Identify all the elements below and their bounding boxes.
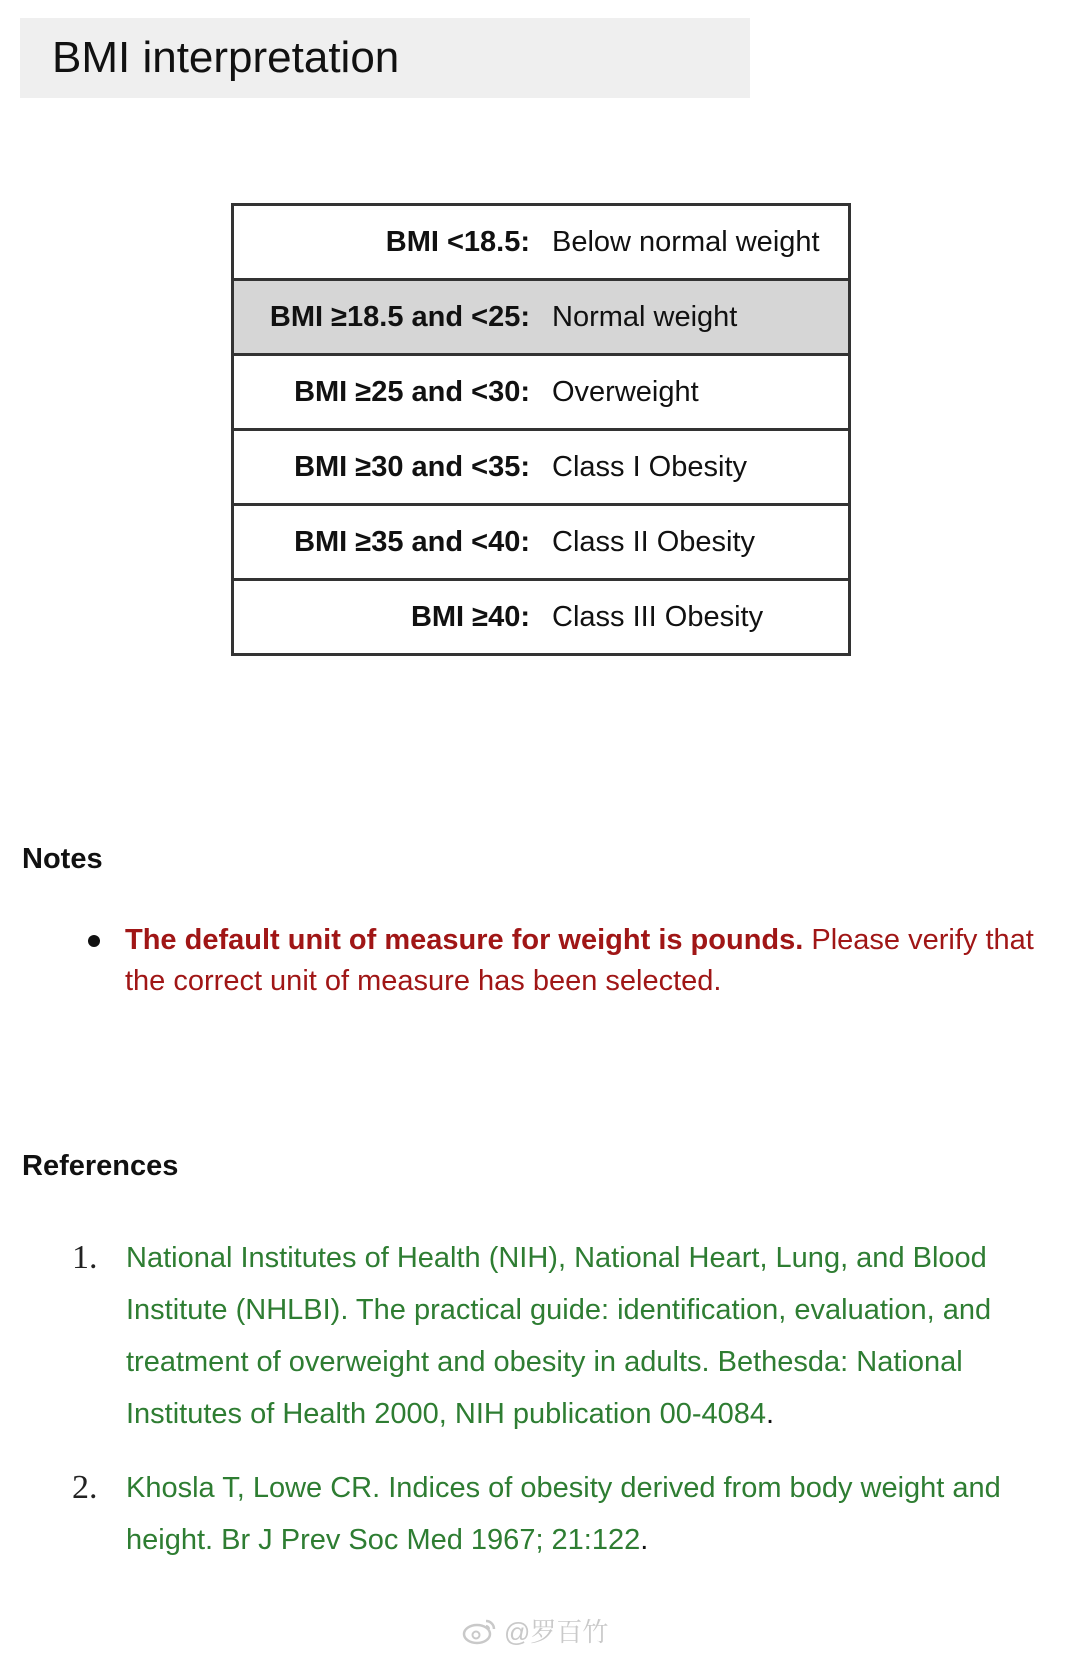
bullet-icon: [88, 935, 100, 947]
references-list: [60, 1232, 1060, 1588]
table-row: [233, 505, 850, 580]
bmi-range: BMI ≥40:: [233, 580, 545, 655]
bmi-table: [231, 203, 851, 656]
notes-list: [80, 920, 1060, 1002]
bmi-category: Below normal weight: [552, 225, 820, 258]
page-title: BMI interpretation: [52, 33, 400, 82]
bmi-range: BMI ≥35 and <40:: [233, 505, 545, 580]
watermark: [462, 1612, 608, 1649]
bmi-category: Class III Obesity: [544, 580, 850, 655]
references-heading: References: [22, 1150, 179, 1182]
note-bold-text: The default unit of measure for weight is pounds.: [125, 924, 804, 956]
reference-period: .: [766, 1398, 775, 1430]
bmi-range: BMI ≥30 and <35:: [233, 430, 545, 505]
notes-heading: Notes: [22, 843, 103, 875]
watermark-text: @罗百竹: [504, 1617, 609, 1647]
reference-number: 1.: [72, 1239, 98, 1276]
bmi-range: BMI ≥18.5 and <25:: [233, 280, 545, 355]
table-row: [233, 580, 850, 655]
bmi-category: Overweight: [544, 355, 850, 430]
reference-number: 2.: [72, 1469, 98, 1506]
bmi-category: Class II Obesity: [544, 505, 850, 580]
bmi-category: Normal weight: [544, 280, 850, 355]
bmi-category: Class I Obesity: [544, 430, 850, 505]
reference-item: [60, 1232, 1060, 1440]
bmi-range: BMI <18.5:: [385, 225, 530, 258]
reference-text: National Institutes of Health (NIH), National Heart, Lung, and Blood Institute (NHLBI). The practical guide: identification, evaluation, and treatment of overweight and obesity in adults. Bethesda: National Institutes of Health 2000, NIH publication 00-4084: [126, 1242, 992, 1430]
table-row: [233, 355, 850, 430]
weibo-icon: [462, 1617, 498, 1645]
bmi-range: BMI ≥25 and <30:: [233, 355, 545, 430]
table-row-highlighted: [233, 280, 850, 355]
reference-period: .: [640, 1524, 649, 1556]
table-row: [233, 205, 850, 280]
note-text: Please verify that the correct unit of measure has been selected.: [125, 924, 1034, 997]
title-bar: [20, 18, 750, 98]
list-item: [80, 920, 1060, 1002]
table-row: [233, 430, 850, 505]
reference-text: Khosla T, Lowe CR. Indices of obesity derived from body weight and height. Br J Prev Soc Med 1967; 21:122: [126, 1472, 1001, 1556]
reference-item: [60, 1462, 1060, 1566]
